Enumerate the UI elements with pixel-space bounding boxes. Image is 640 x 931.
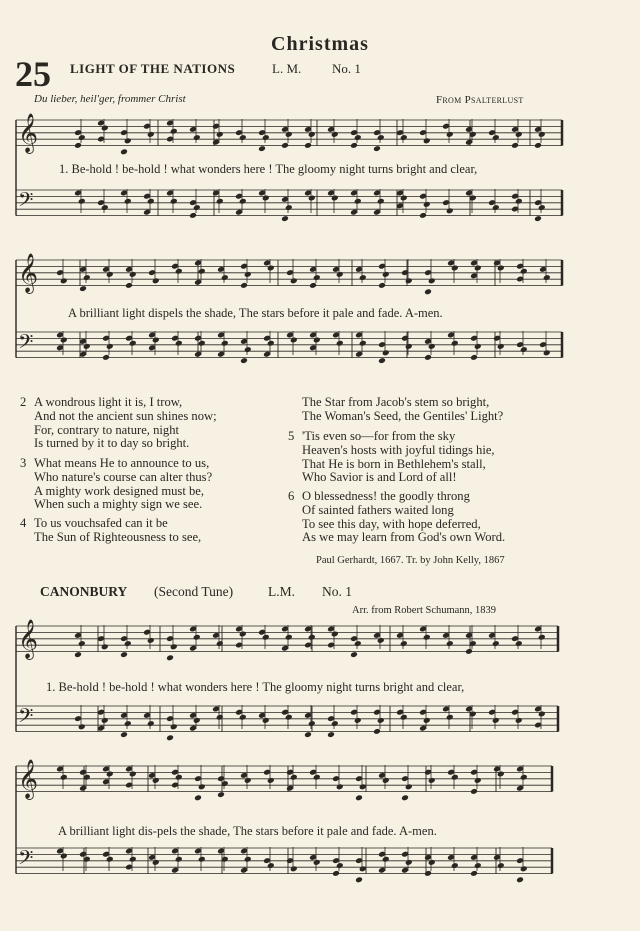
note-chord (194, 765, 206, 801)
stanza-number: 6 (288, 489, 295, 503)
note-chord (332, 765, 344, 790)
system-4-lyric: A brilliant light dis-pels the shade, The stars before it pale and fade. A-men. (58, 824, 437, 838)
second-tune-number: No. 1 (322, 584, 352, 599)
stanza-line: Is turned by it to day so bright. (34, 436, 190, 451)
note-chord (355, 765, 367, 801)
note-chord (465, 625, 477, 655)
score-system-4 (0, 758, 640, 928)
hymn-meter: L. M. (272, 61, 302, 76)
author-credit: Paul Gerhardt, 1667. Tr. by John Kelly, 1867 (316, 555, 505, 566)
stanza-line: As we may learn from God's own Word. (302, 530, 506, 545)
bass-clef-icon: 𝄢 (18, 188, 34, 216)
tune-source: From Psalterlust (436, 94, 524, 106)
note-chord (258, 119, 270, 152)
note-chord (373, 119, 385, 152)
note-chord (281, 625, 293, 652)
note-chord (79, 259, 91, 292)
note-chord (194, 259, 206, 286)
original-text-line: Du lieber, heil'ger, frommer Christ (34, 93, 186, 105)
stanza-line: Who Savior is and Lord of all! (302, 470, 457, 485)
second-tune-name: CANONBURY (40, 584, 128, 599)
stanza-4b (302, 396, 503, 424)
note-chord (74, 625, 86, 658)
note-chord (281, 119, 293, 149)
note-chord (378, 259, 390, 289)
note-chord (470, 331, 482, 361)
note-chord (217, 765, 229, 798)
hymn-tune-number: No. 1 (332, 61, 361, 76)
note-chord (189, 705, 201, 732)
note-chord (143, 189, 155, 216)
stanza-line: And not the ancient sun shines now; (34, 408, 217, 423)
stanza-3 (20, 456, 213, 512)
second-tune-meter: L.M. (268, 584, 295, 599)
note-chord (373, 705, 385, 735)
bass-clef-icon: 𝄢 (18, 846, 34, 874)
note-chord (74, 705, 86, 730)
stanza-line: For, contrary to nature, night (34, 422, 179, 437)
note-chord (424, 331, 436, 361)
note-chord (240, 331, 252, 364)
note-chord (534, 119, 546, 149)
note-chord (120, 705, 132, 738)
note-chord (235, 189, 247, 216)
note-chord (304, 119, 316, 149)
stanza-5 (288, 429, 495, 485)
bass-staff (16, 848, 552, 874)
note-chord (516, 765, 528, 792)
note-chord (401, 765, 413, 801)
note-chord (419, 189, 431, 219)
note-chord (373, 189, 385, 216)
second-tune-label: (Second Tune) (154, 584, 234, 599)
note-chord (166, 705, 178, 741)
note-chord (378, 331, 390, 364)
note-chord (171, 847, 183, 874)
note-chord (240, 847, 252, 874)
stanza-line: Of sainted fathers waited long (302, 502, 454, 517)
treble-clef-icon: 𝄞 (18, 619, 39, 659)
note-chord (120, 625, 132, 658)
treble-clef-icon: 𝄞 (18, 253, 39, 293)
system-3-lyric: 1. Be-hold ! be-hold ! what wonders here ! The gloomy night turns bright and clear, (46, 680, 465, 694)
hymn-number: 25 (15, 54, 51, 94)
note-chord (511, 119, 523, 149)
stanza-number: 5 (288, 429, 295, 443)
note-chord (350, 625, 362, 658)
bass-clef-icon: 𝄢 (18, 704, 34, 732)
note-chord (419, 119, 431, 144)
note-chord (97, 705, 109, 732)
stanza-columns (0, 396, 640, 556)
stanza-line: The Star from Jacob's stem so bright, (302, 395, 490, 409)
note-chord (281, 189, 293, 222)
stanza-number: 4 (20, 516, 27, 530)
note-chord (148, 259, 160, 284)
note-chord (194, 331, 206, 358)
note-chord (102, 331, 114, 361)
system-2-lyric: A brilliant light dispels the shade, The stars before it pale and fade. A-men. (68, 306, 443, 320)
stanza-line: The Woman's Seed, the Gentiles' Light? (302, 408, 504, 423)
note-chord (327, 705, 339, 738)
stanza-line: To see this day, with hope deferred, (302, 516, 481, 531)
stanza-line: That He is born in Bethlehem's stall, (302, 456, 486, 471)
note-chord (120, 119, 132, 155)
note-chord (79, 765, 91, 792)
note-chord (378, 847, 390, 874)
note-chord (189, 625, 201, 652)
note-chord (424, 259, 436, 295)
note-chord (309, 259, 321, 289)
note-chord (442, 189, 454, 214)
note-chord (355, 847, 367, 883)
stanza-6 (288, 489, 506, 545)
stanza-line: O blessedness! the goodly throng (302, 489, 470, 503)
note-chord (125, 259, 137, 289)
stanza-number: 2 (20, 395, 27, 409)
treble-clef-icon: 𝄞 (18, 113, 39, 153)
treble-clef-icon: 𝄞 (18, 759, 39, 799)
stanza-line: Heaven's hosts with joyful tidings hie, (302, 442, 495, 457)
note-chord (79, 331, 91, 358)
note-chord (350, 119, 362, 149)
note-chord (217, 331, 229, 358)
note-chord (286, 259, 298, 284)
stanza-line: 'Tis even so—for from the sky (302, 429, 456, 443)
system-1-lyric: 1. Be-hold ! be-hold ! what wonders here ! The gloomy night turns bright and clear, (59, 162, 478, 176)
stanza-line: When such a mighty sign we see. (34, 497, 203, 512)
stanza-line: Who nature's course can alter thus? (34, 469, 213, 484)
stanza-4a (20, 516, 202, 545)
note-chord (419, 705, 431, 732)
stanza-number: 3 (20, 456, 27, 470)
note-chord (332, 847, 344, 877)
note-chord (97, 625, 109, 650)
treble-staff (16, 766, 552, 792)
note-chord (304, 705, 316, 738)
second-tune-source: Arr. from Robert Schumann, 1839 (352, 605, 497, 616)
hymn-tune-name: LIGHT OF THE NATIONS (70, 61, 236, 76)
note-chord (263, 331, 275, 358)
note-chord (74, 119, 86, 149)
stanza-line: To us vouchsafed can it be (34, 516, 168, 530)
stanza-line: What means He to announce to us, (34, 456, 210, 470)
note-chord (470, 847, 482, 877)
note-chord (166, 625, 178, 661)
note-chord (539, 331, 551, 356)
stanza-2 (20, 395, 217, 451)
stanza-line: A mighty work designed must be, (34, 483, 205, 498)
note-chord (470, 765, 482, 795)
note-chord (189, 189, 201, 219)
note-chord (56, 259, 68, 284)
note-chord (516, 847, 528, 883)
stanza-line: A wondrous light it is, I trow, (34, 395, 183, 409)
note-chord (240, 259, 252, 289)
bass-clef-icon: 𝄢 (18, 330, 34, 358)
page-title: Christmas (271, 33, 369, 55)
note-chord (355, 331, 367, 358)
note-chord (534, 189, 546, 222)
note-chord (465, 119, 477, 146)
stanza-line: The Sun of Righteousness to see, (34, 529, 202, 544)
note-chord (350, 189, 362, 216)
note-chord (401, 847, 413, 874)
